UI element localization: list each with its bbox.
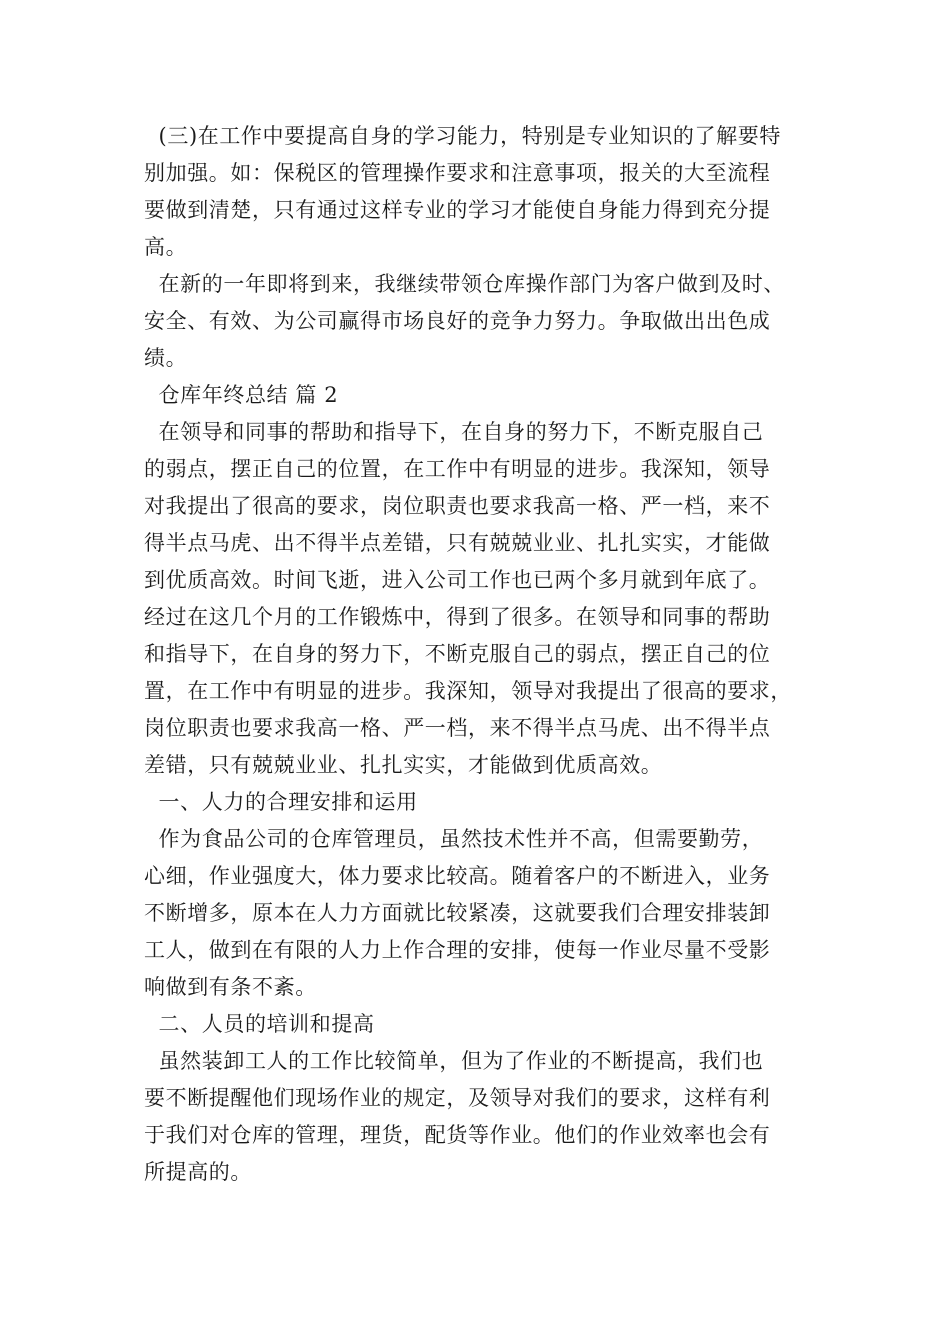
text-line: 于我们对仓库的管理，理货，配货等作业。他们的作业效率也会有 [144, 1123, 771, 1147]
text-line: 一、人力的合理安排和运用 [144, 790, 418, 814]
text-line: 经过在这几个月的工作锻炼中，得到了很多。在领导和同事的帮助 [144, 605, 771, 629]
document-page [144, 118, 810, 1191]
text-line: 所提高的。 [144, 1160, 252, 1184]
text-line: 在新的一年即将到来，我继续带领仓库操作部门为客户做到及时、 [144, 272, 785, 296]
text-line: 在领导和同事的帮助和指导下，在自身的努力下，不断克服自己 [144, 420, 764, 444]
paragraph-learning-ability [144, 118, 810, 266]
text-line: 和指导下，在自身的努力下，不断克服自己的弱点，摆正自己的位 [144, 642, 771, 666]
text-line: 得半点马虎、出不得半点差错，只有兢兢业业、扎扎实实，才能做 [144, 531, 771, 555]
text-line: 要做到清楚，只有通过这样专业的学习才能使自身能力得到充分提 [144, 198, 771, 222]
text-line: 高。 [144, 235, 188, 259]
text-line: 对我提出了很高的要求，岗位职责也要求我高一格、严一档，来不 [144, 494, 771, 518]
text-line: 岗位职责也要求我高一格、严一档，来不得半点马虎、出不得半点 [144, 716, 771, 740]
text-line: 的弱点，摆正自己的位置，在工作中有明显的进步。我深知，领导 [144, 457, 771, 481]
text-line: 到优质高效。时间飞逝，进入公司工作也已两个多月就到年底了。 [144, 568, 771, 592]
text-line: 二、人员的培训和提高 [144, 1012, 375, 1036]
heading-manpower [144, 784, 810, 821]
section-heading-part2 [144, 377, 810, 414]
paragraph-manpower [144, 821, 810, 1006]
text-line: 绩。 [144, 346, 188, 370]
text-line: 仓库年终总结 篇 2 [144, 383, 339, 407]
text-line: 响做到有条不紊。 [144, 975, 317, 999]
text-line: 安全、有效、为公司赢得市场良好的竞争力努力。争取做出出色成 [144, 309, 771, 333]
text-line: 差错，只有兢兢业业、扎扎实实，才能做到优质高效。 [144, 753, 663, 777]
heading-training [144, 1006, 810, 1043]
paragraph-guidance [144, 414, 810, 784]
text-line: 要不断提醒他们现场作业的规定，及领导对我们的要求，这样有利 [144, 1086, 771, 1110]
text-line: 置，在工作中有明显的进步。我深知，领导对我提出了很高的要求， [144, 679, 792, 703]
paragraph-training [144, 1043, 810, 1191]
paragraph-new-year [144, 266, 810, 377]
text-line: (三)在工作中要提高自身的学习能力，特别是专业知识的了解要特 [144, 124, 781, 148]
text-line: 作为食品公司的仓库管理员，虽然技术性并不高，但需要勤劳， [144, 827, 764, 851]
text-line: 虽然装卸工人的工作比较简单，但为了作业的不断提高，我们也 [144, 1049, 764, 1073]
text-line: 不断增多，原本在人力方面就比较紧凑，这就要我们合理安排装卸 [144, 901, 771, 925]
text-line: 工人，做到在有限的人力上作合理的安排，使每一作业尽量不受影 [144, 938, 771, 962]
text-line: 心细，作业强度大，体力要求比较高。随着客户的不断进入，业务 [144, 864, 771, 888]
text-line: 别加强。如：保税区的管理操作要求和注意事项，报关的大至流程 [144, 161, 771, 185]
